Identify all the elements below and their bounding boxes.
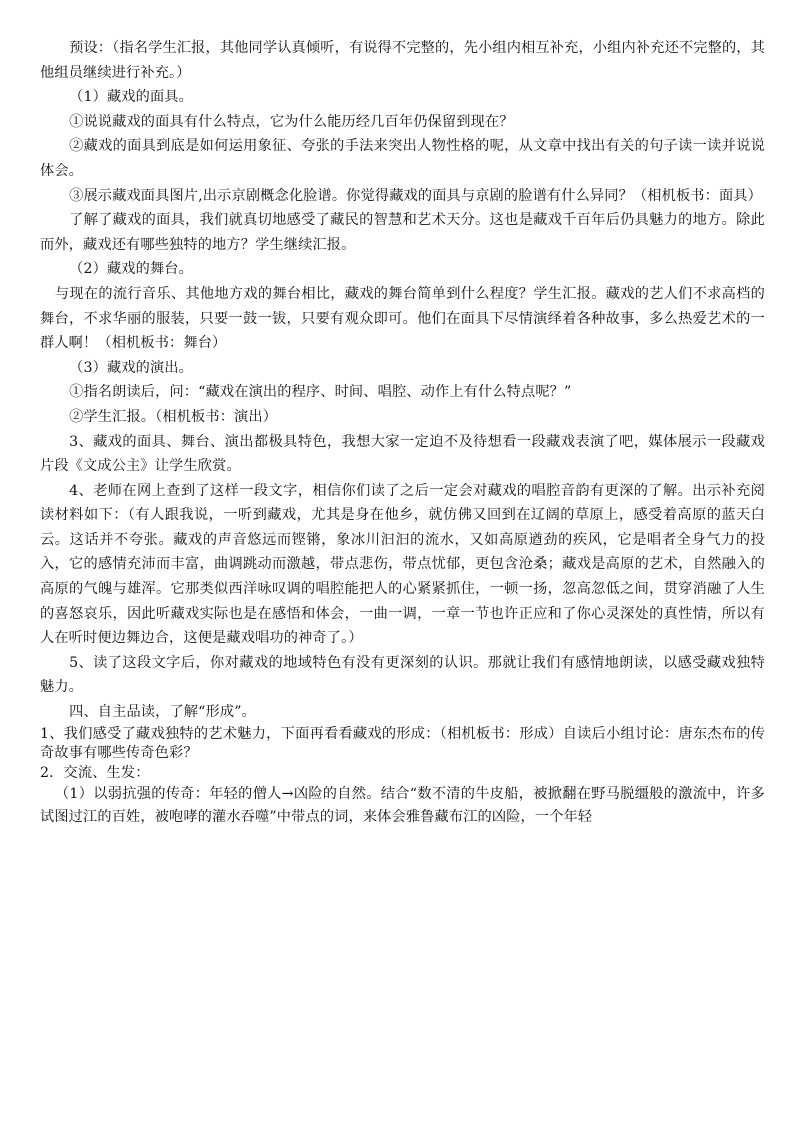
paragraph-step-3: 3、藏戏的面具、舞台、演出都极具特色，我想大家一定迫不及待想看一段藏戏表演了吧，媒体展示一段藏戏片段《文成公主》让学生欣赏。 bbox=[40, 433, 765, 475]
paragraph-step-5: 5、读了这段文字后，你对藏戏的地域特色有没有更深刻的认识。那就让我们有感情地朗读，以感受藏戏独特魅力。 bbox=[40, 654, 765, 696]
paragraph-section-4-heading: 四、自主品读，了解“形成”。 bbox=[69, 704, 256, 721]
paragraph-mask-question-2: ②藏戏的面具到底是如何运用象征、夸张的手法来突出人物性格的呢，从文章中找出有关的句子读一读并说说体会。 bbox=[40, 138, 765, 179]
paragraph-performance-report: ②学生汇报。（相机板书：演出） bbox=[69, 408, 278, 425]
paragraph-formation-intro: 1、我们感受了藏戏独特的艺术魅力，下面再看看藏戏的形成：（相机板书：形成）自读后小组讨论：唐东杰布的传奇故事有哪些传奇色彩？ bbox=[40, 725, 765, 762]
paragraph-step-4: 4、老师在网上查到了这样一段文字，相信你们读了之后一定会对藏戏的唱腔音韵有更深的了解。出示补充阅读材料如下：（有人跟我说，一听到藏戏，尤其是身在他乡，就仿佛又回到在辽阔的草原上，感受着高原的蓝天白云。这话并不夸张。藏戏的声音悠远而铿锵，象冰川汩汩的流水，又如高原遒劲的疾风，它是唱者全身气力的投入，它的感情充沛而丰富，曲调跳动而激越，带点悲伤，带点忧郁，更包含沧桑；藏戏是高原的艺术，自然融入的高原的气魄与雄浑。它那类似西洋咏叹调的唱腔能把人的心紧紧抓住，一顿一扬，忽高忽低之间，贯穿消融了人生的喜怒哀乐，因此听藏戏实际也是在感悟和体会，一曲一调，一章一节也许正应和了你心灵深处的真性情，所以有人在听时便边舞边合，这便是藏戏唱功的神奇了。） bbox=[40, 482, 765, 647]
paragraph-performance-heading: （3）藏戏的演出。 bbox=[69, 359, 193, 376]
paragraph-performance-question: ①指名朗读后，问：“藏戏在演出的程序、时间、唱腔、动作上有什么特点呢？” bbox=[69, 384, 572, 401]
paragraph-preset: 预设：（指名学生汇报，其他同学认真倾听，有说得不完整的，先小组内相互补充，小组内补充还不完整的，其他组员继续进行补充。） bbox=[40, 40, 765, 81]
document-page bbox=[40, 36, 765, 1116]
paragraph-exchange-heading: 2．交流、生发： bbox=[40, 764, 150, 781]
paragraph-mask-summary: 了解了藏戏的面具，我们就真切地感受了藏民的智慧和艺术天分。这也是藏戏千百年后仍具魅力的地方。除此而外，藏戏还有哪些独特的地方？学生继续汇报。 bbox=[40, 212, 765, 253]
paragraph-mask-heading: （1）藏戏的面具。 bbox=[69, 89, 193, 106]
paragraph-legend-1: （1）以弱抗强的传奇：年轻的僧人→凶险的自然。结合“数不清的牛皮船，被掀翻在野马脱缰般的激流中，许多试图过江的百姓，被咆哮的灌水吞噬”中带点的词，来体会雅鲁藏布江的凶险，一个年轻 bbox=[40, 786, 765, 825]
paragraph-mask-question-1: ①说说藏戏的面具有什么特点，它为什么能历经几百年仍保留到现在？ bbox=[69, 113, 514, 130]
paragraph-stage-heading: （2）藏戏的舞台。 bbox=[69, 261, 193, 278]
paragraph-stage-body: 与现在的流行音乐、其他地方戏的舞台相比，藏戏的舞台简单到什么程度？学生汇报。藏戏的艺人们不求高档的舞台，不求华丽的服装，只要一鼓一钹，只要有观众即可。他们在面具下尽情演绎着各种故事，多么热爱艺术的一群人啊！（相机板书：舞台） bbox=[40, 285, 765, 352]
paragraph-mask-question-3: ③展示藏戏面具图片,出示京剧概念化脸谱。你觉得藏戏的面具与京剧的脸谱有什么异同？（相机板书：面具） bbox=[69, 187, 762, 204]
